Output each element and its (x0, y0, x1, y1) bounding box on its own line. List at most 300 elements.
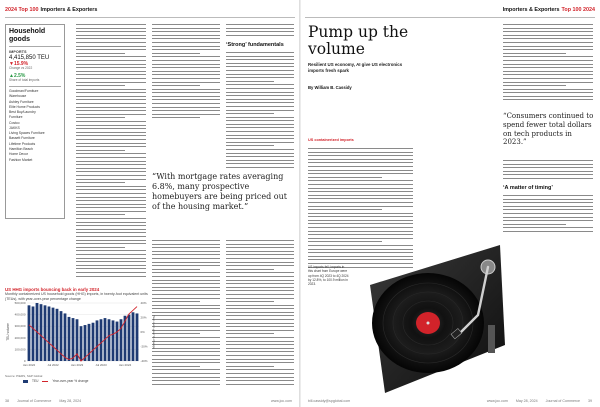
text-line (226, 124, 294, 125)
chart-bar (120, 319, 123, 361)
text-line (226, 52, 294, 53)
text-line (503, 24, 593, 25)
text-line (152, 323, 220, 324)
y-axis-label: TEU volume (6, 323, 10, 341)
text-line (226, 110, 294, 111)
y-tick-label: 100,000 (14, 347, 26, 352)
chart-bar (44, 305, 47, 361)
text-line (76, 64, 146, 65)
text-line (152, 330, 220, 331)
right-footer-meta (487, 399, 592, 403)
chart-bar (68, 317, 71, 361)
text-line (226, 326, 294, 327)
text-line (503, 224, 566, 225)
chart-bar (84, 325, 87, 361)
company-list-item: Lifetime Products (9, 141, 36, 146)
x-tick-label: Jan 2023 (70, 363, 84, 367)
text-line (76, 254, 146, 255)
text-line (152, 373, 220, 374)
text-line (76, 179, 146, 180)
chart-bar (80, 326, 83, 361)
text-line (76, 268, 146, 269)
text-line (503, 231, 593, 232)
text-line (226, 312, 294, 313)
chart-bar (112, 320, 115, 361)
text-line (226, 120, 294, 121)
text-line (152, 272, 220, 273)
text-line (152, 290, 220, 291)
footer-url[interactable]: www.joc.com (486, 399, 508, 403)
text-line (308, 213, 413, 214)
text-line (76, 71, 146, 72)
y-tick-label: 400,000 (14, 312, 26, 317)
text-line (152, 89, 220, 90)
chart-bar (64, 313, 67, 361)
text-line (226, 344, 294, 345)
text-line (152, 42, 220, 43)
text-line (503, 199, 593, 200)
text-line (503, 178, 593, 179)
text-line (226, 366, 274, 367)
text-line (226, 31, 294, 32)
text-line (76, 182, 125, 183)
text-line (308, 191, 413, 192)
text-line (503, 64, 593, 65)
text-line (226, 163, 294, 164)
text-line (76, 153, 146, 154)
legend-bar-swatch (23, 380, 28, 383)
text-line (76, 189, 146, 190)
text-line (226, 359, 294, 360)
text-line (308, 173, 413, 174)
text-line (226, 254, 294, 255)
text-line (308, 152, 413, 153)
left-column-2 (152, 24, 220, 124)
text-line (308, 170, 413, 171)
footer-date: May 28, 2024 (59, 399, 82, 403)
text-line (152, 67, 220, 68)
text-line (152, 56, 220, 57)
text-line (308, 206, 413, 207)
text-line (152, 305, 220, 306)
company-list-item: JAKKS (9, 125, 20, 130)
text-line (308, 166, 413, 167)
y-tick-label: 300,000 (14, 324, 26, 329)
text-line (76, 146, 146, 147)
text-line (152, 24, 220, 25)
text-line (76, 222, 146, 223)
text-line (226, 337, 294, 338)
text-line (226, 138, 294, 139)
y-tick-label: 0 (23, 359, 26, 363)
text-line (152, 265, 220, 266)
text-line (226, 351, 294, 352)
sidebar-divider (9, 46, 61, 47)
text-line (226, 333, 274, 334)
text-line (308, 209, 382, 210)
intro-lead: US containerized imports (308, 138, 354, 142)
text-line (226, 59, 294, 60)
text-line (152, 46, 220, 47)
text-line (152, 369, 220, 370)
text-line (226, 149, 294, 150)
text-line (76, 56, 146, 57)
text-line (152, 362, 220, 363)
right-footer (308, 399, 350, 403)
pull-quote-right: “Consumers continued to spend fewer total dollars on tech products in 2023.” (503, 112, 594, 147)
text-line (152, 262, 220, 263)
legend-line-label: Year-over-year % change (52, 379, 89, 383)
chart-legend (23, 379, 88, 383)
text-line (76, 85, 125, 86)
text-line (76, 117, 125, 118)
chart-bar (108, 319, 111, 361)
footer-page: 39 (588, 399, 592, 403)
left-footer-url (271, 399, 292, 403)
text-line (76, 232, 146, 233)
text-line (503, 42, 593, 43)
article-title: Pump up the volume (308, 23, 409, 58)
text-line (152, 380, 220, 381)
text-line (152, 308, 220, 309)
text-line (76, 150, 125, 151)
text-line (76, 236, 146, 237)
company-list-item: Bassett Furniture (9, 136, 35, 141)
text-line (76, 218, 146, 219)
text-line (76, 143, 146, 144)
text-line (226, 369, 294, 370)
text-line (152, 351, 220, 352)
text-line (152, 244, 220, 245)
left-header (5, 5, 97, 15)
text-line (226, 156, 294, 157)
text-line (76, 139, 146, 140)
text-line (226, 24, 294, 25)
text-line (503, 195, 593, 196)
chart-bar (72, 318, 75, 361)
text-line (503, 164, 593, 165)
text-line (226, 84, 294, 85)
text-line (226, 276, 294, 277)
text-line (503, 56, 593, 57)
text-line (152, 35, 220, 36)
text-line (76, 214, 125, 215)
text-line (152, 355, 220, 356)
left-column-3 (226, 24, 294, 39)
text-line (226, 95, 294, 96)
text-line (76, 42, 146, 43)
footer-pub: Journal of Commerce (17, 399, 52, 403)
chart-bar (40, 304, 43, 361)
chart-bar (136, 313, 139, 361)
text-line (226, 269, 274, 270)
text-line (226, 294, 294, 295)
text-line (226, 244, 294, 245)
text-line (308, 148, 413, 149)
left-subhead: ‘Strong’ fundamentals (226, 42, 284, 48)
text-line (308, 159, 413, 160)
text-line (76, 197, 146, 198)
text-line (152, 341, 220, 342)
text-line (226, 287, 294, 288)
text-line (76, 67, 146, 68)
text-line (152, 337, 220, 338)
company-list-item: Hamilton Beach (9, 146, 33, 151)
text-line (76, 89, 146, 90)
text-line (226, 66, 294, 67)
text-line (152, 247, 220, 248)
chart-source: Source: PIERS, S&P Global (5, 374, 43, 378)
text-line (152, 53, 200, 54)
text-line (226, 35, 294, 36)
text-line (76, 258, 146, 259)
text-line (226, 380, 294, 381)
y2-tick-label: -40% (140, 359, 148, 363)
text-line (226, 373, 294, 374)
text-line (503, 38, 593, 39)
text-line (76, 171, 146, 172)
text-line (76, 24, 146, 25)
text-line (152, 114, 220, 115)
text-line (226, 160, 294, 161)
text-line (226, 258, 294, 259)
x-tick-label: Jan 2024 (118, 363, 132, 367)
text-line (76, 193, 146, 194)
text-line (226, 142, 294, 143)
text-line (76, 28, 146, 29)
text-line (76, 204, 146, 205)
header-issue: 2024 Top 100 (5, 7, 39, 13)
text-line (503, 53, 566, 54)
imports-label: IMPORTS (9, 49, 27, 54)
text-line (226, 63, 294, 64)
company-list-item: Goodman/Furniture (9, 89, 39, 94)
legend-bar-label: TEU (32, 379, 39, 383)
y-tick-label: 200,000 (14, 335, 26, 340)
text-line (503, 74, 593, 75)
text-line (76, 128, 146, 129)
text-line (76, 225, 146, 226)
text-line (76, 82, 146, 83)
sidebar-title: Household goods (9, 28, 46, 43)
footer-email[interactable]: bill.cassidy@spglobal.com (308, 399, 351, 403)
text-line (503, 89, 593, 90)
text-line (152, 269, 200, 270)
x-tick-label: Jul 2022 (47, 363, 59, 367)
company-list-item: Best Buy/Laundry (9, 110, 36, 115)
chart-bar (128, 315, 131, 361)
text-line (76, 164, 146, 165)
right-page (300, 0, 600, 407)
text-line (76, 96, 146, 97)
chart-bar (52, 308, 55, 361)
text-line (152, 31, 220, 32)
text-line (226, 272, 294, 273)
text-line (226, 315, 294, 316)
text-line (76, 92, 146, 93)
text-line (152, 384, 220, 385)
text-line (503, 213, 593, 214)
text-line (152, 312, 220, 313)
text-line (76, 38, 146, 39)
text-line (226, 167, 294, 168)
text-line (76, 276, 146, 277)
text-line (503, 209, 593, 210)
text-line (152, 103, 220, 104)
text-line (503, 171, 593, 172)
text-line (226, 283, 294, 284)
text-line (226, 330, 294, 331)
text-line (503, 227, 593, 228)
text-line (152, 74, 220, 75)
right-column-3 (503, 195, 593, 235)
text-line (226, 298, 294, 299)
text-line (152, 99, 220, 100)
text-line (76, 200, 146, 201)
company-list-item: Furniture (9, 115, 23, 120)
exports-change: ▲2.5% (9, 72, 26, 79)
right-header (503, 5, 595, 15)
text-line (503, 92, 593, 93)
text-line (308, 216, 413, 217)
text-line (226, 145, 274, 146)
text-line (152, 294, 220, 295)
text-line (76, 60, 146, 61)
text-line (226, 308, 294, 309)
header-issue: Top 100 2024 (561, 7, 595, 13)
left-column-1 (76, 24, 146, 282)
text-line (226, 319, 294, 320)
text-line (76, 132, 146, 133)
text-line (503, 220, 593, 221)
text-line (226, 384, 294, 385)
chart-bar (116, 322, 119, 361)
text-line (152, 301, 200, 302)
footer-date: May 28, 2024 (515, 399, 538, 403)
text-line (503, 35, 593, 36)
text-line (226, 77, 294, 78)
footer-page: 38 (5, 399, 9, 403)
footer-url[interactable]: www.joc.com (271, 399, 292, 403)
chart-bar (96, 320, 99, 361)
chart-bar (48, 306, 51, 361)
text-line (152, 348, 220, 349)
text-line (503, 71, 593, 72)
text-line (152, 254, 220, 255)
spindle (427, 322, 430, 325)
text-line (76, 53, 125, 54)
text-line (226, 81, 274, 82)
imports-value: 4,415,850 TEU (9, 54, 50, 61)
text-line (226, 247, 294, 248)
left-column-5 (226, 240, 294, 390)
text-line (152, 377, 220, 378)
text-line (226, 362, 294, 363)
article-byline: By William B. Cassidy (308, 85, 352, 90)
text-line (226, 301, 274, 302)
text-line (503, 31, 593, 32)
company-list-item: Fashion Market (9, 157, 33, 162)
text-line (503, 174, 593, 175)
text-line (226, 106, 294, 107)
text-line (503, 46, 593, 47)
text-line (152, 78, 220, 79)
text-line (308, 202, 413, 203)
text-line (76, 243, 146, 244)
text-line (152, 366, 200, 367)
text-line (152, 60, 220, 61)
text-line (76, 261, 146, 262)
footer-pub: Journal of Commerce (545, 399, 580, 403)
text-line (503, 160, 593, 161)
company-list-item: Warehouse (9, 94, 27, 99)
text-line (503, 206, 593, 207)
photo-caption: US imports fell; imports in this chart from Europe were up from 4Q 2023 to 4Q 2024 by 12.8%, to 100.9 million in 2023. (308, 265, 349, 287)
y2-tick-label: 40% (140, 301, 147, 305)
text-line (152, 251, 220, 252)
text-line (152, 82, 220, 83)
text-line (226, 117, 294, 118)
text-line (308, 188, 413, 189)
y2-tick-label: -20% (140, 344, 148, 349)
text-line (152, 240, 220, 241)
left-column-4 (152, 240, 220, 390)
company-list-item: Home Decor (9, 152, 29, 157)
text-line (76, 35, 146, 36)
text-line (226, 131, 294, 132)
chart-subtitle: Monthly containerized US household goods (HHG) imports, in twenty-foot equivalent units (TEUs), with year-over-year percentage change (5, 292, 148, 301)
y2-tick-label: 20% (140, 315, 147, 320)
text-line (76, 175, 146, 176)
text-line (76, 272, 146, 273)
hhg-imports-chart (5, 287, 157, 387)
text-line (308, 198, 413, 199)
text-line (76, 207, 146, 208)
text-line (226, 28, 294, 29)
text-line (76, 31, 146, 32)
text-line (226, 102, 294, 103)
text-line (503, 49, 593, 50)
text-line (308, 155, 413, 156)
text-line (226, 265, 294, 266)
text-line (152, 276, 220, 277)
text-line (308, 220, 413, 221)
text-line (152, 280, 220, 281)
y-tick-label: 500,000 (14, 301, 26, 305)
text-line (226, 305, 294, 306)
text-line (152, 85, 200, 86)
text-line (152, 315, 220, 316)
text-line (503, 167, 593, 168)
left-column-3b (226, 52, 294, 172)
text-line (76, 161, 146, 162)
text-line (76, 78, 146, 79)
company-list-item: Elite Home Products (9, 104, 40, 109)
text-line (76, 107, 146, 108)
text-line (76, 49, 146, 50)
right-subhead: ‘A matter of timing’ (503, 185, 553, 191)
text-line (76, 265, 146, 266)
text-line (152, 298, 220, 299)
text-line (226, 323, 294, 324)
exports-note: Share of total imports (9, 77, 40, 82)
text-line (76, 121, 146, 122)
text-line (76, 250, 146, 251)
text-line (76, 125, 146, 126)
text-line (308, 177, 382, 178)
x-tick-label: Jul 2023 (95, 363, 107, 367)
text-line (76, 168, 146, 169)
